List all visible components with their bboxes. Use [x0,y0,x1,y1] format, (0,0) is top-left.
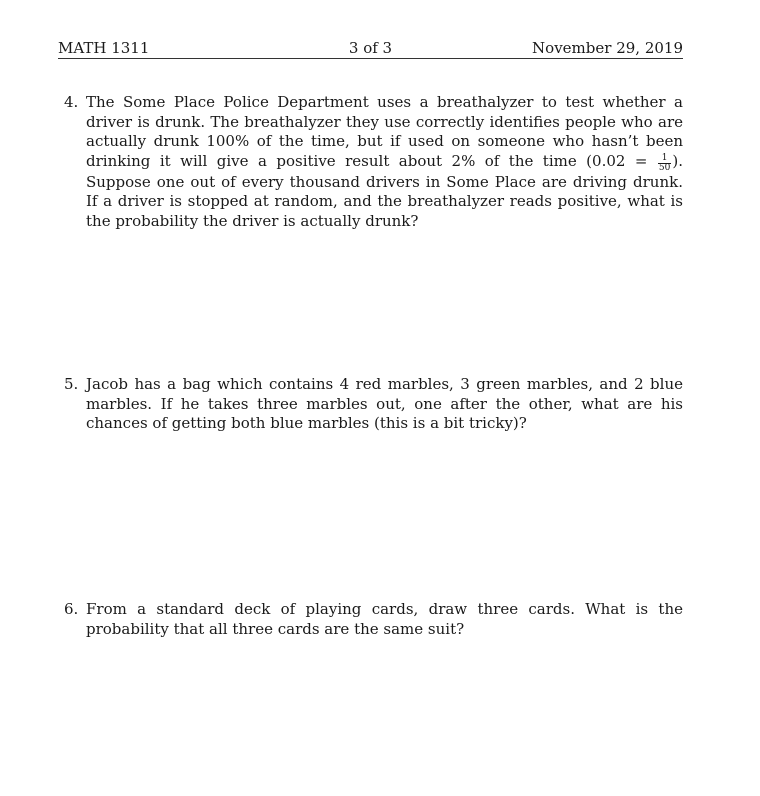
fraction-numerator: 1 [658,154,671,164]
problem-4 [64,93,683,231]
problem-text-part: The Some Place Police Department uses a breathalyzer to test whether a driver is drunk. The breathalyzer they use correctly identifies people who are actually drunk 100% of the time, but if used on someone who hasn’t been drinking it will give a positive result about 2% of the time (0.02 = [86,93,683,170]
fraction-denominator: 50 [658,162,671,173]
problem-text-part: ). Suppose one out of every thousand drivers in Some Place are driving drunk. If a driver is stopped at random, and the breathalyzer reads positive, what is the probability the driver is actually drunk? [86,151,683,230]
page-header [58,39,683,59]
course-label: MATH 1311 [58,39,150,57]
header-rule [58,58,683,59]
problem-text [86,93,683,231]
problem-number: 5. [64,375,79,393]
problem-text: Jacob has a bag which contains 4 red marbles, 3 green marbles, and 2 blue marbles. If he takes three marbles out, one after the other, what are his chances of getting both blue marbles (this is a bit tricky)? [86,375,683,432]
exam-date: November 29, 2019 [532,39,683,57]
problem-5 [64,375,683,434]
problem-6 [64,600,683,639]
fraction [658,154,671,173]
problem-number: 4. [64,93,79,111]
page-number: 3 of 3 [348,39,393,57]
problem-number: 6. [64,600,79,618]
problem-text: From a standard deck of playing cards, draw three cards. What is the probability that all three cards are the same suit? [86,600,683,638]
